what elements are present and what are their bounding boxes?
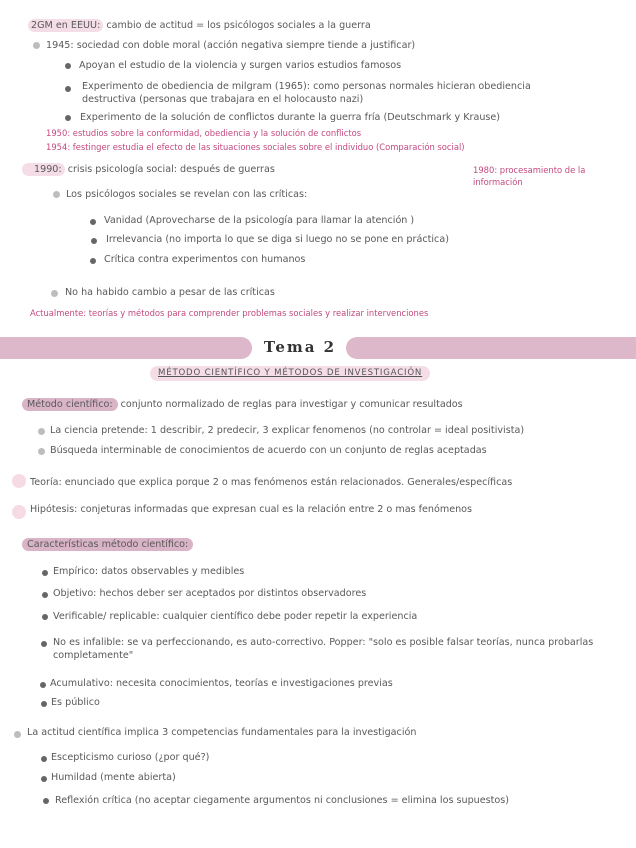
line-metodo: Método científico: conjunto normalizado de reglas para investigar y comunicar resultados — [22, 398, 463, 411]
line-apoyan: Apoyan el estudio de la violencia y surgen varios estudios famosos — [79, 60, 402, 71]
bullet-dot — [41, 701, 47, 707]
section-subtitle: MÉTODO CIENTÍFICO Y MÉTODOS DE INVESTIGACIÓN — [150, 366, 430, 381]
bullet-dot-pink — [12, 474, 26, 488]
bullet-dot — [41, 776, 47, 782]
line-1990: 1990: crisis psicología social: después de guerras — [22, 163, 275, 176]
line-no-cambio: No ha habido cambio a pesar de las críticas — [65, 287, 275, 298]
bullet-dot — [65, 86, 71, 92]
bullet-dot — [90, 219, 96, 225]
bullet-dot — [33, 42, 40, 49]
bullet-dot — [41, 641, 47, 647]
highlight-1990: 1990: — [22, 163, 65, 176]
highlight-caracteristicas: Características método científico: — [22, 538, 193, 551]
line-teoria: Teoría: enunciado que explica porque 2 o mas fenómenos están relacionados. Generales/específicas — [30, 477, 513, 488]
carac-item: Verificable/ replicable: cualquier científico debe poder repetir la experiencia — [53, 611, 418, 622]
carac-item: Objetivo: hechos deber ser aceptados por distintos observadores — [53, 588, 367, 599]
highlight-metodo: Método científico: — [22, 398, 118, 411]
note-1954: 1954: festinger estudia el efecto de las situaciones sociales sobre el individuo (Comparación social) — [46, 142, 465, 152]
note-actualmente: Actualmente: teorías y métodos para comprender problemas sociales y realizar intervenciones — [30, 308, 429, 318]
highlight-2gm: 2GM en EEUU: — [28, 19, 103, 32]
line-busqueda: Búsqueda interminable de conocimientos de acuerdo con un conjunto de reglas aceptadas — [50, 445, 487, 456]
line-conflictos: Experimento de la solución de conflictos durante la guerra fría (Deutschmark y Krause) — [80, 112, 501, 123]
bullet-dot — [42, 614, 48, 620]
note-1980-line2: información — [473, 177, 523, 187]
note-1980-line1: 1980: procesamiento de la — [473, 165, 586, 175]
carac-item-continued: completamente" — [53, 650, 134, 661]
line-revelan: Los psicólogos sociales se revelan con las críticas: — [66, 189, 308, 200]
line-milgram-2: destructiva (personas que trabajara en el holocausto nazi) — [82, 94, 364, 105]
critica-experimentos: Crítica contra experimentos con humanos — [104, 254, 306, 265]
bullet-dot — [65, 63, 71, 69]
line-actitud: La actitud científica implica 3 competencias fundamentales para la investigación — [27, 727, 417, 738]
bullet-dot — [14, 731, 21, 738]
title-bar-left — [0, 337, 252, 359]
carac-item: Es público — [51, 697, 100, 708]
actitud-item: Reflexión crítica (no aceptar ciegamente argumentos ni conclusiones = elimina los supuestos) — [55, 795, 510, 806]
line-milgram-1: Experimento de obediencia de milgram (1965): como personas normales hicieran obediencia — [82, 81, 531, 92]
bullet-dot — [53, 191, 60, 198]
critica-irrelevancia: Irrelevancia (no importa lo que se diga si luego no se pone en práctica) — [106, 234, 449, 245]
line-ciencia: La ciencia pretende: 1 describir, 2 predecir, 3 explicar fenomenos (no controlar = ideal positivista) — [50, 425, 525, 436]
bullet-dot — [51, 290, 58, 297]
title-bar-right — [346, 337, 636, 359]
line-1945: 1945: sociedad con doble moral (acción negativa siempre tiende a justificar) — [46, 40, 416, 51]
carac-item: Acumulativo: necesita conocimientos, teorías e investigaciones previas — [50, 678, 393, 689]
line-caracteristicas — [22, 538, 193, 551]
bullet-dot — [41, 756, 47, 762]
bullet-dot — [40, 682, 46, 688]
bullet-dot — [38, 428, 45, 435]
bullet-dot — [42, 570, 48, 576]
bullet-dot — [42, 592, 48, 598]
actitud-item: Humildad (mente abierta) — [51, 772, 176, 783]
line-2gm: 2GM en EEUU: cambio de actitud = los psicólogos sociales a la guerra — [28, 19, 371, 32]
page-title: Tema 2 — [263, 338, 337, 356]
bullet-dot — [43, 798, 49, 804]
bullet-dot — [90, 258, 96, 264]
critica-vanidad: Vanidad (Aprovecharse de la psicología para llamar la atención ) — [104, 215, 415, 226]
line-hipotesis: Hipótesis: conjeturas informadas que expresan cual es la relación entre 2 o mas fenómenos — [30, 504, 473, 515]
note-1950: 1950: estudios sobre la conformidad, obediencia y la solución de conflictos — [46, 128, 362, 138]
bullet-dot — [91, 238, 97, 244]
bullet-dot — [65, 115, 71, 121]
bullet-dot — [38, 448, 45, 455]
carac-item: Empírico: datos observables y medibles — [53, 566, 245, 577]
carac-item: No es infalible: se va perfeccionando, es auto-correctivo. Popper: "solo es posible falsar teorías, nunca probarlas — [53, 637, 594, 648]
actitud-item: Escepticismo curioso (¿por qué?) — [51, 752, 210, 763]
bullet-dot-pink — [12, 505, 26, 519]
